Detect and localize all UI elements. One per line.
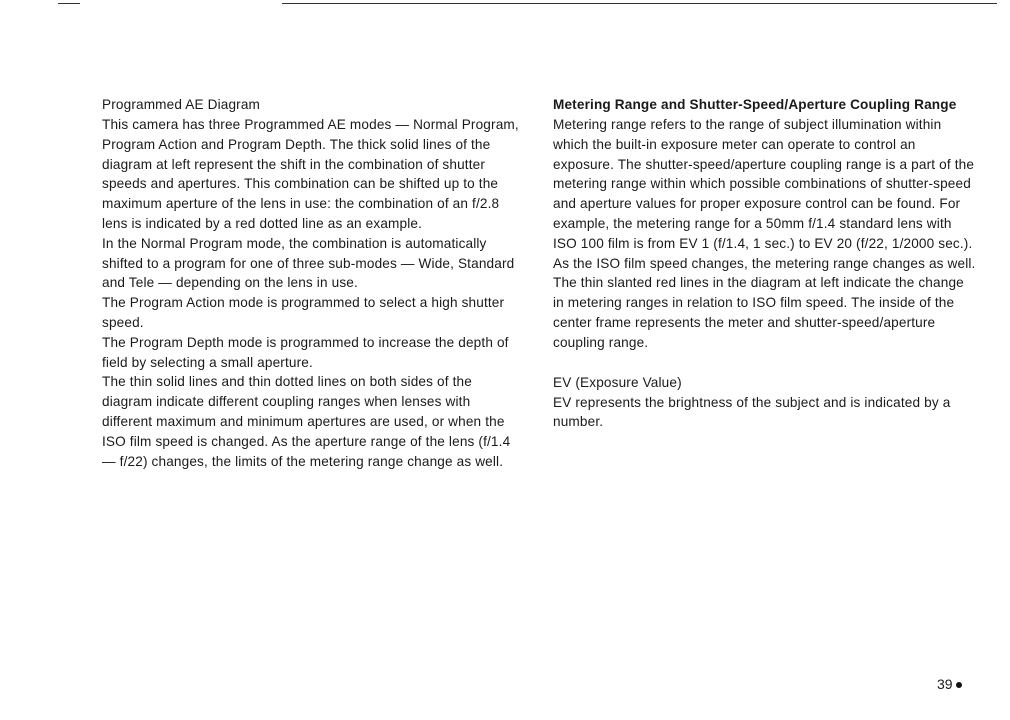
- left-paragraph-3: The Program Action mode is programmed to select a high shutter speed.: [102, 295, 505, 330]
- left-paragraph-2: In the Normal Program mode, the combination is automatically shifted to a program for one of three sub-modes — Wide, Standard and Tele — depending on the lens in use.: [102, 235, 515, 291]
- right-paragraph-2: As the ISO film speed changes, the metering range changes as well. The thin slanted red lines in the diagram at left indicate the change in metering ranges in relation to ISO film speed. The inside of the center frame represents the meter and shutter-speed/aperture coupling range.: [553, 255, 976, 350]
- section-gap: [553, 353, 978, 373]
- bullet-dot-icon: [956, 682, 962, 688]
- left-column: [102, 95, 522, 471]
- left-paragraph-1: This camera has three Programmed AE modes — Normal Program, Program Action and Program Depth. The thick solid lines of the diagram at left represent the shift in the combination of shutter speeds and apertures. This combination can be shifted up to the maximum aperture of the lens in use: the combination of an f/2.8 lens is indicated by a red dotted line as an example.: [102, 117, 519, 231]
- right-paragraph-1: Metering range refers to the range of subject illumination within which the built-in exposure meter can operate to control an exposure. The shutter-speed/aperture coupling range is a part of the metering range within which possible combinations of shutter-speed and aperture values for proper exposure control can be found. For example, the metering range for a 50mm f/1.4 standard lens with ISO 100 film is from EV 1 (f/1.4, 1 sec.) to EV 20 (f/22, 1/2000 sec.).: [553, 117, 975, 251]
- page-number-text: 39: [937, 676, 953, 692]
- ev-heading: EV (Exposure Value): [553, 374, 682, 390]
- page-number: [937, 676, 962, 692]
- left-paragraph-5: The thin solid lines and thin dotted lines on both sides of the diagram indicate different coupling ranges when lenses with different maximum and minimum apertures are used, or when the ISO film speed is changed. As the aperture range of the lens (f/1.4 — f/22) changes, the limits of the metering range change as well.: [102, 374, 511, 469]
- programmed-ae-heading: Programmed AE Diagram: [102, 97, 261, 112]
- left-paragraph-4: The Program Depth mode is programmed to increase the depth of field by selecting a small aperture.: [102, 334, 509, 370]
- top-rule-short: [58, 3, 80, 4]
- right-paragraph-3: EV represents the brightness of the subject and is indicated by a number.: [553, 394, 951, 430]
- metering-range-heading: Metering Range and Shutter-Speed/Aperture Coupling Range: [553, 97, 957, 112]
- right-column: [553, 95, 978, 432]
- top-rule-long: [282, 3, 997, 4]
